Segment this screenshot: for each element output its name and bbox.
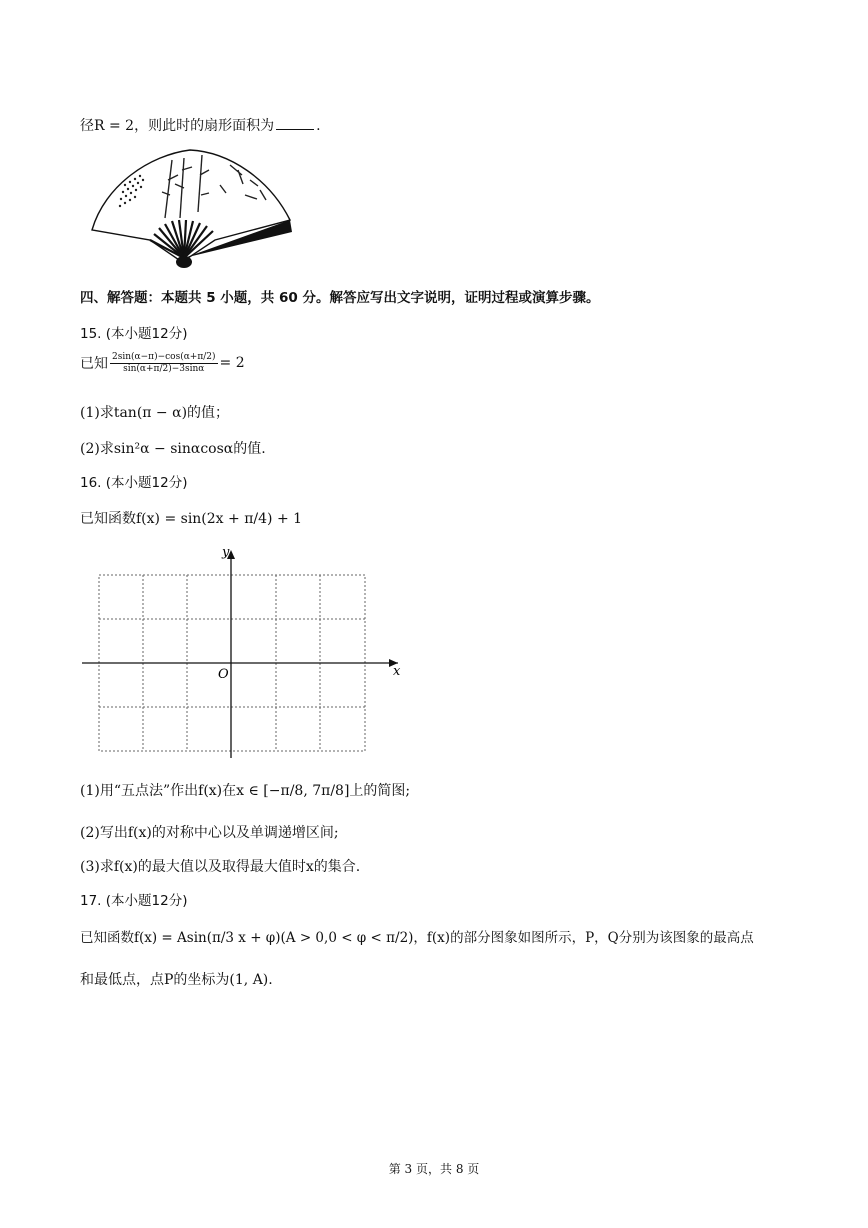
x-axis-label: x bbox=[393, 664, 401, 679]
q16-header: 16. (本小题12分) bbox=[80, 475, 188, 491]
q15-fraction-denominator: sin(α+π/2)−3sinα bbox=[123, 363, 205, 374]
q16-part3: (3)求f(x)的最大值以及取得最大值时x的集合. bbox=[80, 859, 361, 875]
axes bbox=[82, 552, 398, 758]
coordinate-grid bbox=[80, 542, 410, 762]
q16-part2: (2)写出f(x)的对称中心以及单调递增区间; bbox=[80, 825, 339, 841]
q14-period: . bbox=[316, 118, 321, 134]
q15-part1: (1)求tan(π − α)的值； bbox=[80, 405, 230, 421]
answer-blank bbox=[276, 117, 314, 130]
q15-equals: = 2 bbox=[219, 355, 245, 371]
q15-header: 15. (本小题12分) bbox=[80, 326, 188, 342]
page-footer: 第 3 页，共 8 页 bbox=[388, 1162, 480, 1176]
q17-header: 17. (本小题12分) bbox=[80, 893, 188, 909]
folding-fan-image bbox=[80, 140, 300, 270]
q17-line1: 已知函数f(x) = Asin(π/3 x + φ)(A > 0,0 < φ < π/2)，f(x)的部分图象如图所示，P，Q分别为该图象的最高点 bbox=[80, 930, 754, 946]
q16-given: 已知函数f(x) = sin(2x + π/4) + 1 bbox=[80, 511, 303, 527]
q14-tail-line bbox=[80, 115, 321, 135]
origin-label: O bbox=[218, 667, 229, 682]
q14-tail-text: 径R = 2，则此时的扇形面积为 bbox=[80, 118, 275, 134]
q16-part1: (1)用“五点法”作出f(x)在x ∈ [−π/8, 7π/8]上的简图; bbox=[80, 783, 411, 799]
q15-given bbox=[80, 346, 245, 380]
q15-given-prefix: 已知 bbox=[80, 356, 108, 372]
q15-fraction-numerator: 2sin(α−π)−cos(α+π/2) bbox=[112, 351, 216, 362]
q15-part2: (2)求sin²α − sinαcosα的值. bbox=[80, 441, 266, 457]
y-axis-label: y bbox=[222, 545, 230, 560]
section-heading: 四、解答题：本题共 5 小题，共 60 分。解答应写出文字说明，证明过程或演算步骤。 bbox=[80, 290, 600, 306]
q17-line2: 和最低点，点P的坐标为(1, A). bbox=[80, 972, 273, 988]
q15-fraction bbox=[110, 352, 218, 375]
